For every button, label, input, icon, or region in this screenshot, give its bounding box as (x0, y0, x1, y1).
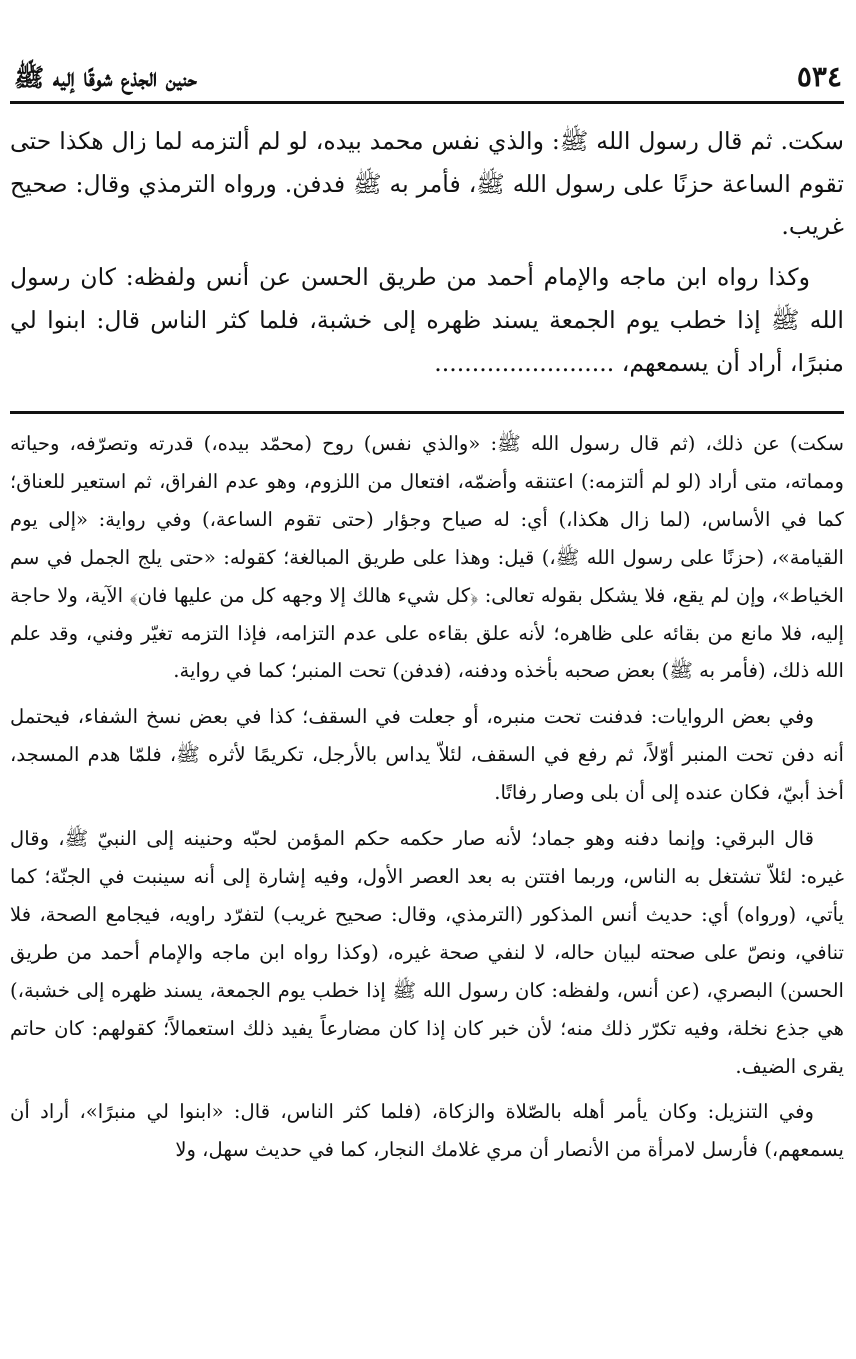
commentary-paragraph: وفي بعض الروايات: فدفنت تحت منبره، أو جعلت في السقف؛ كذا في بعض نسخ الشفاء، فيحتمل أنه دفن تحت المنبر أوّلاً، ثم رفع في السقف، لئلاّ يداس بالأرجل، تكريمًا لأثره ﷺ، فلمّا هدم المسجد، أخذ أبيّ، فكان عنده إلى أن بلى وصار رفاتًا. (10, 705, 844, 805)
main-text-paragraph: سكت. ثم قال رسول الله ﷺ: والذي نفس محمد بيده، لو لم ألتزمه لما زال هكذا حتى تقوم الساعة حزنًا على رسول الله ﷺ، فأمر به ﷺ فدفن. ورواه الترمذي وقال: صحيح غريب. (10, 127, 844, 241)
commentary-paragraph: سكت) عن ذلك، (ثم قال رسول الله ﷺ: «والذي نفس) روح (محمّد بيده،) قدرته وتصرّفه، وحياته ومماته، متى أراد (لو لم ألتزمه:) اعتنقه وأضمّه، افتعال من اللزوم، وهو عدم الفراق، ثم استعير للعناق؛ كما في الأساس، (لما زال هكذا،) أي: له صياح وجؤار (حتى تقوم الساعة،) وفي رواية: «إلى يوم القيامة»، (حزنًا على رسول الله ﷺ،) قيل: وهذا على طريق المبالغة؛ كقوله: «حتى يلج الجمل في سم الخياط»، وإن لم يقع، فلا يشكل بقوله تعالى: ﴿كل شيء هالك إلا وجهه كل من عليها فان﴾ الآية، ولا حاجة إليه، فلا مانع من بقائه على ظاهره؛ لأنه علق بقاءه على عدم التزامه، فإذا التزمه تغيّر وفني، وقد علم الله ذلك، (فأمر به ﷺ) بعض صحبه بأخذه ودفنه، (فدفن) تحت المنبر؛ كما في رواية. (10, 432, 844, 683)
main-text-paragraph: وكذا رواه ابن ماجه والإمام أحمد من طريق الحسن عن أنس ولفظه: كان رسول الله ﷺ إذا خطب يوم الجمعة يسند ظهره إلى خشبة، فلما كثر الناس قال: ابنوا لي منبرًا، أراد أن يسمعهم، ........................ (10, 263, 844, 377)
page-number: ٥٣٤ (796, 60, 842, 93)
running-title: حنين الجذع شوقًا إليه ﷺ (14, 63, 197, 92)
page-header (14, 48, 842, 98)
commentary-text (10, 425, 844, 1169)
header-rule (10, 101, 844, 104)
commentary-paragraph: قال البرقي: وإنما دفنه وهو جماد؛ لأنه صار حكمه حكم المؤمن لحبّه وحنينه إلى النبيّ ﷺ، وقال غيره: لئلاّ تشتغل به الناس، وربما افتتن به بعد العصر الأول، وفيه إشارة إلى أنه سينبت في الجنّة؛ كما يأتي، (ورواه) أي: حديث أنس المذكور (الترمذي، وقال: صحيح غريب) لتفرّد راويه، فيجامع الصحة، فلا تنافي، ونصّ على صحته لبيان حاله، لا لنفي صحة غيره، (وكذا رواه ابن ماجه والإمام أحمد من طريق الحسن) البصري، (عن أنس، ولفظه: كان رسول الله ﷺ إذا خطب يوم الجمعة، يسند ظهره إلى خشبة،) هي جذع نخلة، وفيه تكرّر ذلك منه؛ لأن خبر كان إذا كان مضارعاً يفيد ذلك استعمالاً؛ كقولهم: كان حاتم يقرى الضيف. (10, 827, 844, 1078)
main-text (10, 120, 844, 384)
commentary-paragraph: وفي التنزيل: وكان يأمر أهله بالصّلاة والزكاة، (فلما كثر الناس، قال: «ابنوا لي منبرًا»، أراد أن يسمعهم،) فأرسل لامرأة من الأنصار أن مري غلامك النجار، كما في حديث سهل، ولا (10, 1100, 844, 1162)
commentary-separator-rule (10, 411, 844, 414)
